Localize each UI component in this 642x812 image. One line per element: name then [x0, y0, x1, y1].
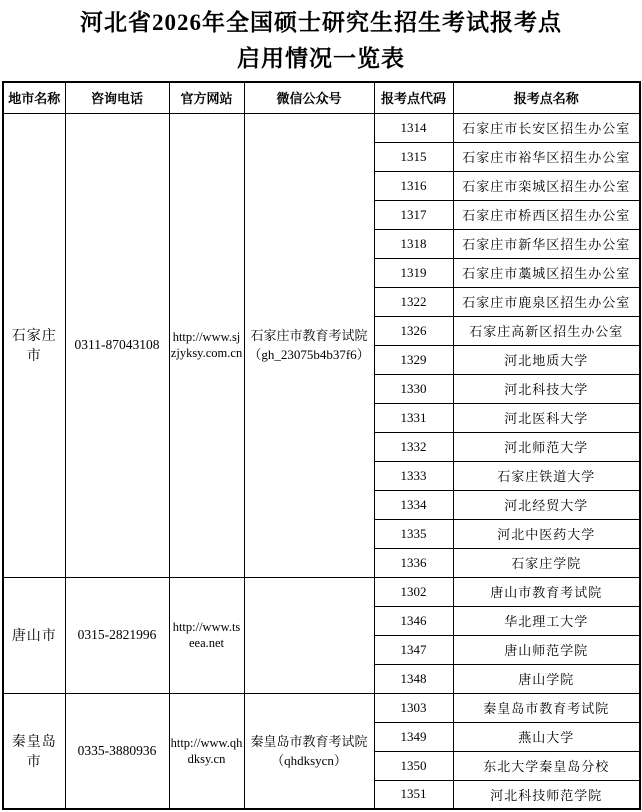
name-cell: 石家庄市桥西区招生办公室 — [453, 200, 640, 229]
code-cell: 1331 — [374, 403, 453, 432]
website-cell: http://www.sjzjyksy.com.cn — [169, 113, 244, 577]
name-cell: 河北科技师范学院 — [453, 780, 640, 809]
city-cell: 石家庄市 — [3, 113, 65, 577]
header-city: 地市名称 — [3, 82, 65, 113]
registration-points-table — [2, 81, 641, 810]
name-cell: 唐山学院 — [453, 664, 640, 693]
name-cell: 石家庄市藁城区招生办公室 — [453, 258, 640, 287]
name-cell: 河北经贸大学 — [453, 490, 640, 519]
name-cell: 石家庄市裕华区招生办公室 — [453, 142, 640, 171]
name-cell: 秦皇岛市教育考试院 — [453, 693, 640, 722]
name-cell: 华北理工大学 — [453, 606, 640, 635]
code-cell: 1315 — [374, 142, 453, 171]
name-cell: 燕山大学 — [453, 722, 640, 751]
wechat-account-name: 石家庄市教育考试院 — [250, 328, 368, 343]
code-cell: 1322 — [374, 287, 453, 316]
code-cell: 1329 — [374, 345, 453, 374]
code-cell: 1319 — [374, 258, 453, 287]
phone-cell: 0335-3880936 — [65, 693, 169, 809]
table-row — [3, 693, 640, 722]
table-header-row — [3, 82, 640, 113]
name-cell: 石家庄铁道大学 — [453, 461, 640, 490]
code-cell: 1317 — [374, 200, 453, 229]
code-cell: 1316 — [374, 171, 453, 200]
code-cell: 1333 — [374, 461, 453, 490]
wechat-cell — [244, 113, 374, 577]
wechat-account-id: （qhdksycn） — [271, 752, 347, 768]
code-cell: 1347 — [374, 635, 453, 664]
wechat-account-id: （gh_23075b4b37f6） — [248, 347, 370, 362]
code-cell: 1335 — [374, 519, 453, 548]
name-cell: 唐山市教育考试院 — [453, 577, 640, 606]
name-cell: 河北地质大学 — [453, 345, 640, 374]
wechat-cell — [244, 577, 374, 693]
name-cell: 河北科技大学 — [453, 374, 640, 403]
code-cell: 1314 — [374, 113, 453, 142]
header-name: 报考点名称 — [453, 82, 640, 113]
name-cell: 石家庄高新区招生办公室 — [453, 316, 640, 345]
name-cell: 石家庄市鹿泉区招生办公室 — [453, 287, 640, 316]
page-title-line1: 河北省2026年全国硕士研究生招生考试报考点 — [80, 10, 562, 35]
name-cell: 石家庄学院 — [453, 548, 640, 577]
code-cell: 1326 — [374, 316, 453, 345]
phone-cell: 0315-2821996 — [65, 577, 169, 693]
city-cell: 秦皇岛市 — [3, 693, 65, 809]
code-cell: 1330 — [374, 374, 453, 403]
page-title-line2: 启用情况一览表 — [237, 46, 405, 71]
name-cell: 唐山师范学院 — [453, 635, 640, 664]
code-cell: 1303 — [374, 693, 453, 722]
name-cell: 石家庄市长安区招生办公室 — [453, 113, 640, 142]
name-cell: 河北医科大学 — [453, 403, 640, 432]
header-code: 报考点代码 — [374, 82, 453, 113]
code-cell: 1348 — [374, 664, 453, 693]
header-website: 官方网站 — [169, 82, 244, 113]
code-cell: 1302 — [374, 577, 453, 606]
header-phone: 咨询电话 — [65, 82, 169, 113]
code-cell: 1351 — [374, 780, 453, 809]
name-cell: 东北大学秦皇岛分校 — [453, 751, 640, 780]
code-cell: 1318 — [374, 229, 453, 258]
code-cell: 1332 — [374, 432, 453, 461]
website-cell: http://www.tseea.net — [169, 577, 244, 693]
wechat-account-name: 秦皇岛市教育考试院 — [250, 733, 368, 749]
code-cell: 1350 — [374, 751, 453, 780]
code-cell: 1334 — [374, 490, 453, 519]
name-cell: 河北中医药大学 — [453, 519, 640, 548]
code-cell: 1346 — [374, 606, 453, 635]
wechat-cell — [244, 693, 374, 809]
phone-cell: 0311-87043108 — [65, 113, 169, 577]
table-row — [3, 577, 640, 606]
name-cell: 石家庄市栾城区招生办公室 — [453, 171, 640, 200]
header-wechat: 微信公众号 — [244, 82, 374, 113]
code-cell: 1349 — [374, 722, 453, 751]
name-cell: 河北师范大学 — [453, 432, 640, 461]
website-cell: http://www.qhdksy.cn — [169, 693, 244, 809]
code-cell: 1336 — [374, 548, 453, 577]
table-row — [3, 113, 640, 142]
page-title — [0, 0, 642, 77]
name-cell: 石家庄市新华区招生办公室 — [453, 229, 640, 258]
city-cell: 唐山市 — [3, 577, 65, 693]
